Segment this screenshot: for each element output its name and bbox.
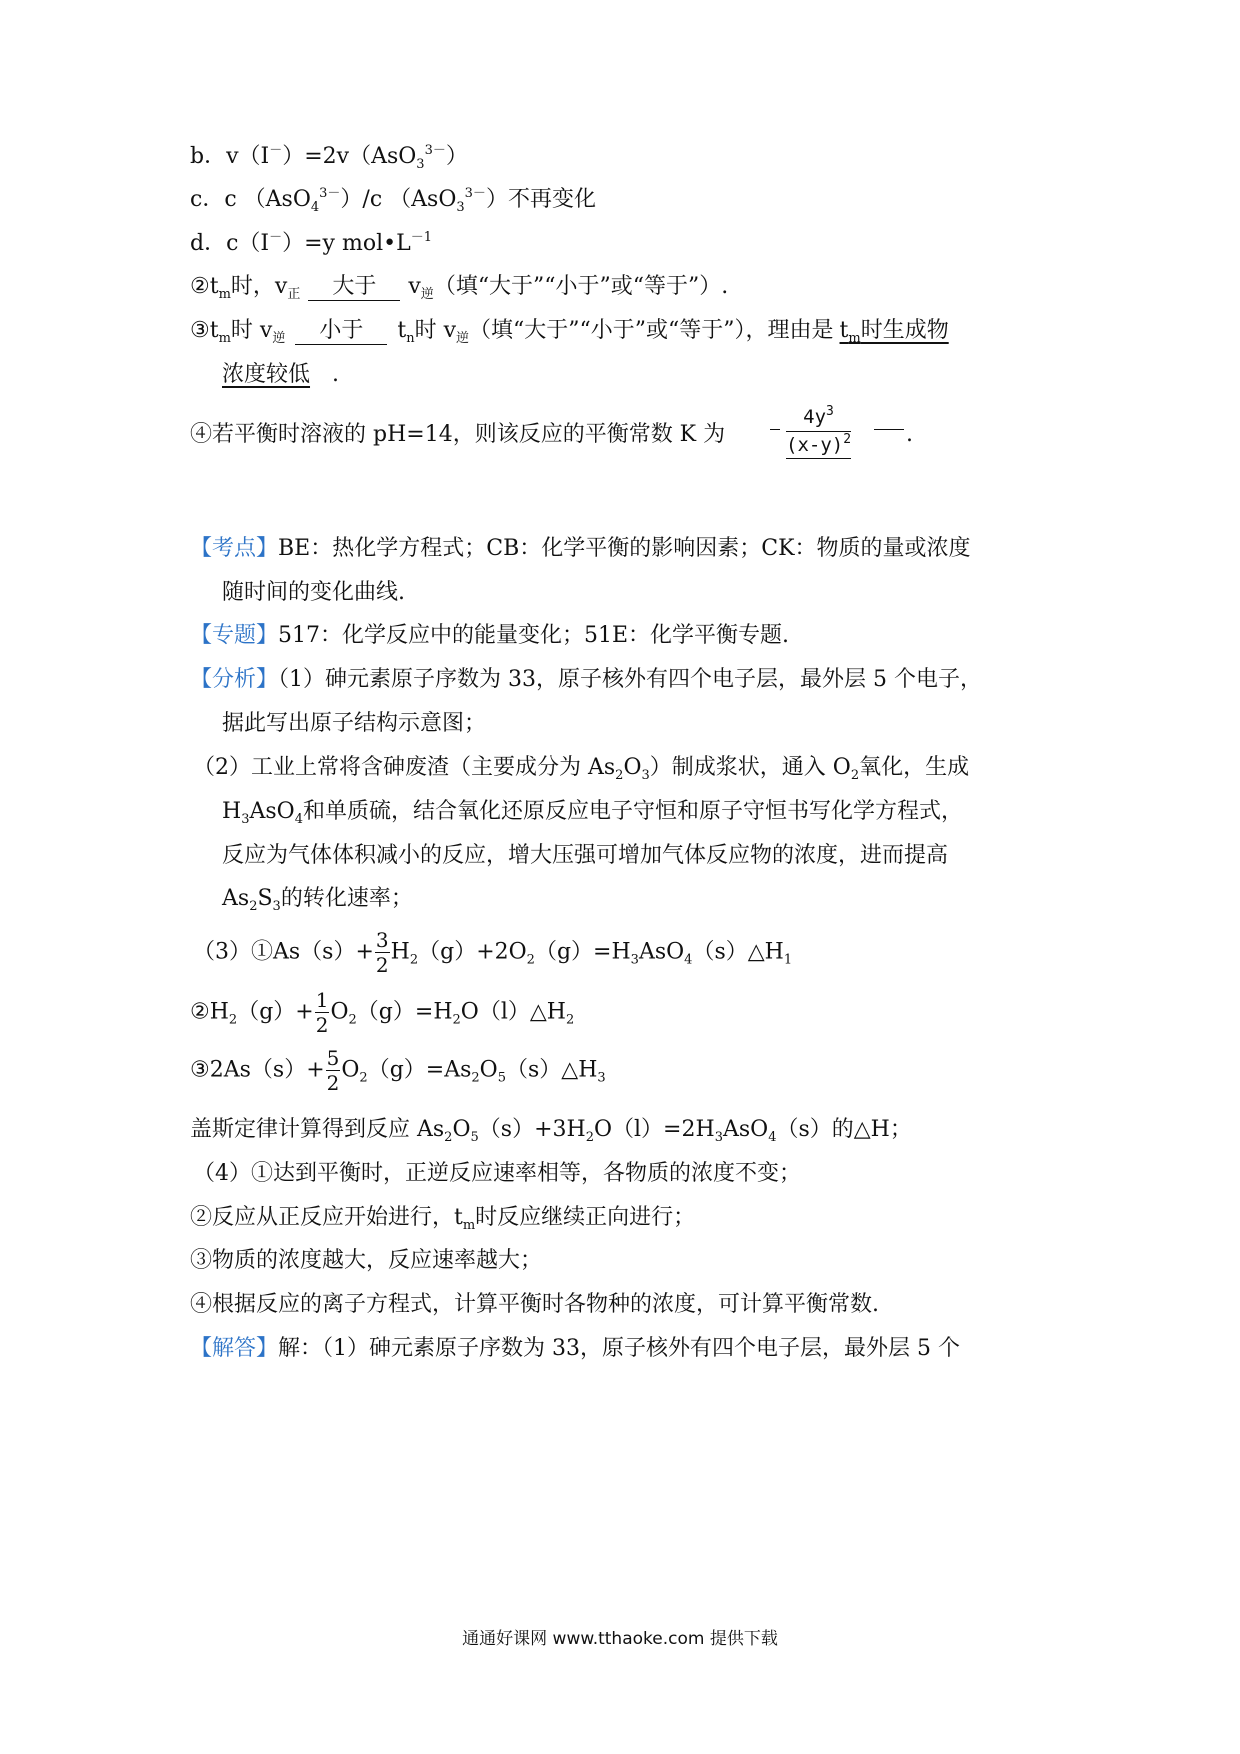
eq-text: O (330, 999, 349, 1025)
sub: m (218, 331, 231, 346)
reason-text: 时生成物 (860, 318, 949, 343)
reason-text: t (839, 318, 849, 343)
q2-text: v (408, 274, 421, 299)
option-c-text: ）不再变化 (485, 187, 596, 212)
sub: 3 (714, 1130, 723, 1145)
option-d-text: d．c（I (190, 231, 270, 256)
sub: 1 (783, 952, 793, 968)
sub: 逆 (420, 287, 434, 302)
hess-text: AsO (722, 1117, 769, 1142)
jieda-text: 解：（1）砷元素原子序数为 33，原子核外有四个电子层，最外层 5 个 (278, 1336, 960, 1361)
sup: － (269, 230, 283, 245)
frac-num: 1 (315, 988, 329, 1012)
sub: 3 (241, 812, 250, 827)
fenxi-line: ③物质的浓度越大，反应速率越大； (190, 1248, 543, 1273)
frac-num: 5 (326, 1046, 340, 1070)
sub: 5 (470, 1130, 479, 1145)
sub: 2 (526, 952, 535, 968)
answer-underline (770, 402, 780, 430)
option-c-text: ）/c （AsO (340, 187, 457, 212)
question-2 (190, 272, 728, 302)
sub: 逆 (456, 331, 470, 346)
fenxi-line: （4）①达到平衡时，正逆反应速率相等，各物质的浓度不变； (193, 1161, 801, 1186)
sub: m (218, 287, 231, 302)
equilibrium-constant-answer (786, 404, 852, 459)
hess-text: O (452, 1117, 471, 1142)
hess-text: （s）的△H； (776, 1117, 912, 1142)
kaodian-line (190, 534, 971, 564)
frac-den: 2 (326, 1071, 340, 1095)
fenxi-line: 据此写出原子结构示意图； (222, 711, 487, 736)
sub: 2 (409, 952, 419, 968)
eq-text: O (479, 1057, 498, 1083)
q3-text: . (332, 362, 340, 387)
fenxi-text: 的转化速率； (280, 886, 413, 911)
k-denominator (786, 432, 851, 459)
sub: 2 (249, 899, 258, 914)
eq-text: O (341, 1057, 360, 1083)
sub: 3 (630, 952, 639, 968)
q3-text: （填“大于”“小于”或“等于”），理由是 (469, 318, 834, 343)
sub: 2 (585, 1130, 594, 1145)
zhuanti-line (190, 621, 789, 651)
eq-text: （g）=H (534, 939, 631, 965)
sup: －1 (410, 230, 432, 245)
option-d (190, 229, 432, 259)
fenxi-line (222, 797, 963, 827)
sup: 3－ (319, 186, 341, 201)
option-b-text: b．v（I (190, 144, 270, 169)
eq-text: ③2As（s）+ (190, 1057, 325, 1083)
q2-text: ②t (190, 274, 219, 299)
sub: 2 (471, 1070, 480, 1086)
hess-line (190, 1115, 912, 1145)
k-den-text: (x-y) (786, 434, 844, 456)
sub: m (462, 1218, 476, 1233)
q2-text: 时，v (230, 274, 288, 299)
fenxi-line (193, 753, 969, 783)
eq-text: O（l）△H (460, 999, 566, 1025)
question-3-cont (222, 360, 339, 390)
sub: m (848, 331, 861, 346)
sub: n (406, 331, 415, 346)
hess-text: 盖斯定律计算得到反应 As (190, 1117, 445, 1142)
fenxi-line (190, 665, 982, 695)
sub: 5 (497, 1070, 506, 1086)
sub: 4 (310, 200, 320, 215)
eq-text: AsO (638, 939, 685, 965)
option-d-text: ）=y mol•L (282, 231, 411, 256)
sup: 3－ (424, 143, 446, 158)
question-3 (190, 316, 949, 346)
sub: 4 (294, 812, 303, 827)
kaodian-text: BE：热化学方程式；CB：化学平衡的影响因素；CK：物质的量或浓度 (278, 536, 971, 561)
frac-den: 2 (315, 1013, 329, 1037)
fenxi-text: AsO (249, 799, 295, 824)
jieda-line (190, 1334, 960, 1364)
fenxi-text: 时反应继续正向进行； (475, 1205, 696, 1230)
eq-text: （3）①As（s）+ (193, 939, 374, 965)
sub: 4 (768, 1130, 777, 1145)
eq-text: （s）△H (692, 939, 784, 965)
sub: 3 (456, 200, 465, 215)
eq-text: H (390, 939, 410, 965)
option-b-text: ）=2v（AsO (282, 144, 417, 169)
fraction (375, 930, 390, 975)
q4-text: ④若平衡时溶液的 pH=14，则该反应的平衡常数 K 为 (190, 422, 726, 447)
option-c (190, 185, 596, 215)
sub: 2 (444, 1130, 453, 1145)
fenxi-text: ）制成浆状，通入 O (649, 755, 851, 780)
fenxi-text: ②反应从正反应开始进行，t (190, 1205, 463, 1230)
k-num-text: 4y (803, 406, 827, 428)
q4-end: . (906, 422, 913, 447)
frac-num: 3 (375, 928, 389, 952)
q2-text: （填“大于”“小于”或“等于”）. (433, 274, 729, 299)
equation-1 (193, 928, 793, 977)
fraction (315, 990, 330, 1035)
fenxi-line: 反应为气体体积减小的反应，增大压强可增加气体反应物的浓度，进而提高 (222, 843, 949, 868)
footer-credit: 通通好课网 www.tthaoke.com 提供下载 (462, 1629, 778, 1649)
sub: 2 (565, 1012, 575, 1028)
fenxi-line: ④根据反应的离子方程式，计算平衡时各物种的浓度，可计算平衡常数. (190, 1292, 879, 1317)
option-c-text: c．c （AsO (190, 187, 311, 212)
fenxi-text: H (222, 799, 242, 824)
sub: 3 (272, 899, 281, 914)
fenxi-text: S (257, 886, 273, 911)
sub: 3 (641, 768, 650, 783)
answer-blank: 小于 (295, 317, 387, 345)
reason-answer-cont: 浓度较低 (222, 362, 311, 387)
eq-text: （g）=H (356, 999, 453, 1025)
sub: 逆 (272, 331, 286, 346)
jieda-tag: 【解答】 (190, 1336, 279, 1361)
sub: 2 (452, 1012, 461, 1028)
sub: 2 (359, 1070, 368, 1086)
fenxi-text: 氧化，生成 (859, 755, 970, 780)
sub: 2 (228, 1012, 238, 1028)
fenxi-line (190, 1203, 695, 1233)
option-b (190, 142, 468, 172)
sup: 3－ (464, 186, 486, 201)
q3-text: t (397, 318, 407, 343)
q3-text: ③t (190, 318, 219, 343)
k-fraction (786, 404, 852, 459)
eq-text: ②H (190, 999, 229, 1025)
sub: 正 (287, 287, 301, 302)
kaodian-tag: 【考点】 (190, 536, 279, 561)
sub: 2 (348, 1012, 357, 1028)
kaodian-line-2: 随时间的变化曲线. (222, 580, 405, 605)
hess-text: （s）+3H (478, 1117, 586, 1142)
eq-text: （s）△H (506, 1057, 598, 1083)
option-b-text: ） (445, 144, 468, 169)
equation-2 (190, 988, 575, 1037)
sup: － (269, 143, 283, 158)
fenxi-text: （1）砷元素原子序数为 33，原子核外有四个电子层，最外层 5 个电子， (278, 667, 982, 692)
sub: 3 (597, 1070, 606, 1086)
fenxi-tag: 【分析】 (190, 667, 279, 692)
question-4 (190, 420, 725, 450)
frac-den: 2 (375, 953, 389, 977)
sup: 3 (826, 404, 834, 419)
fenxi-text: As (222, 886, 250, 911)
hess-text: O（l）=2H (593, 1117, 715, 1142)
equation-3 (190, 1046, 606, 1095)
zhuanti-tag: 【专题】 (190, 623, 279, 648)
k-numerator (786, 404, 851, 432)
fenxi-line (222, 884, 413, 914)
q3-text: 时 v (230, 318, 273, 343)
eq-text: （g）+2O (418, 939, 527, 965)
eq-text: （g）+ (237, 999, 314, 1025)
sup: 2 (843, 432, 852, 447)
eq-text: （g）=As (367, 1057, 472, 1083)
reason-answer (839, 318, 949, 346)
fenxi-text: 和单质硫，结合氧化还原反应电子守恒和原子守恒书写化学方程式， (302, 799, 963, 824)
fraction (326, 1048, 341, 1093)
answer-underline (874, 402, 904, 430)
answer-blank: 大于 (308, 273, 400, 301)
fenxi-text: O (623, 755, 642, 780)
fenxi-text: （2）工业上常将含砷废渣（主要成分为 As (193, 755, 616, 780)
q3-text: 时 v (414, 318, 457, 343)
sub: 2 (850, 768, 860, 783)
zhuanti-text: 517：化学反应中的能量变化；51E：化学平衡专题. (278, 623, 790, 648)
sub: 4 (684, 952, 693, 968)
sub: 3 (416, 157, 425, 172)
sub: 2 (615, 768, 624, 783)
